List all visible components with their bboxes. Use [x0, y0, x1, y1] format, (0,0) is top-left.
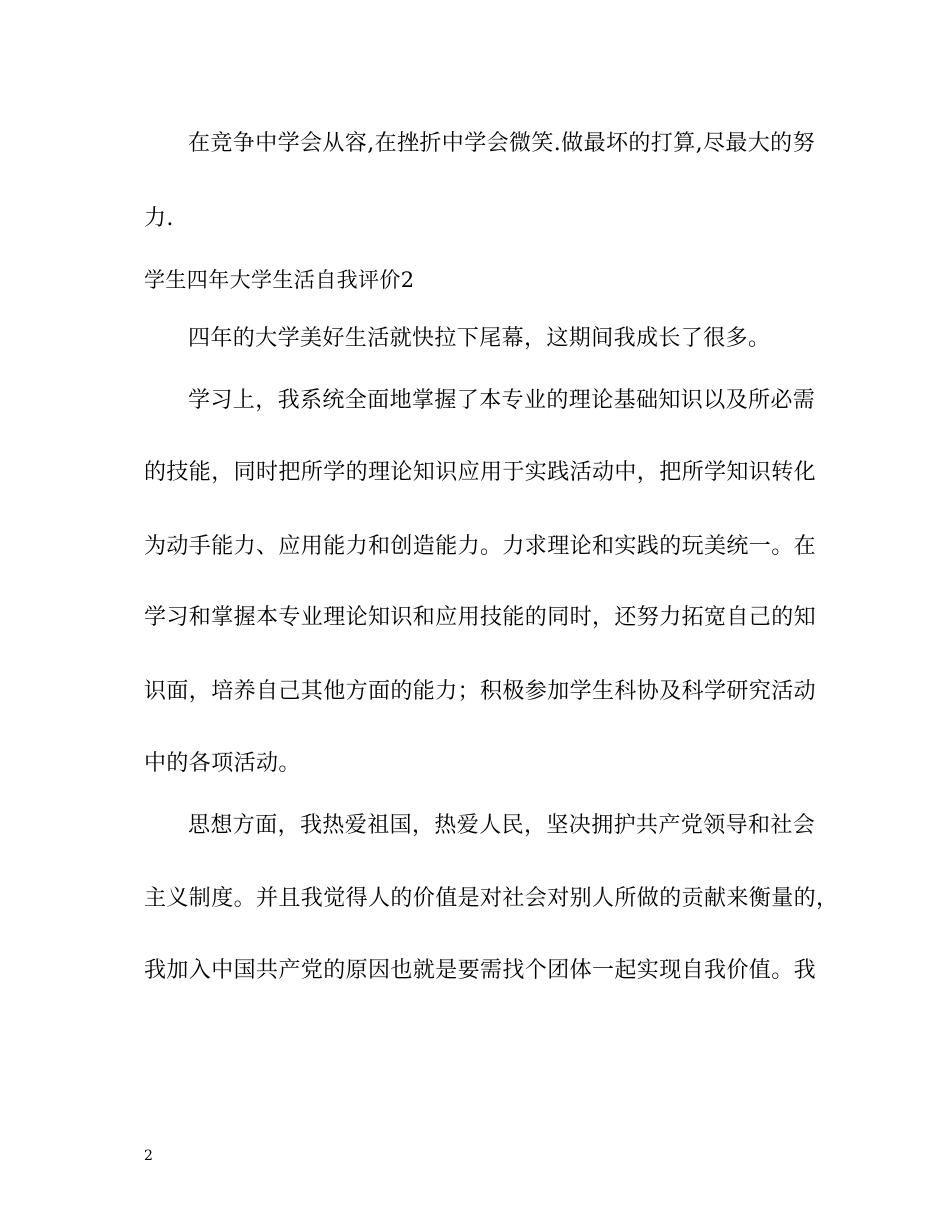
paragraph-line: 思想方面，我热爱祖国，热爱人民，坚决拥护共产党领导和社会: [188, 813, 816, 838]
paragraph-line: 学习和掌握本专业理论知识和应用技能的同时，还努力拓宽自己的知: [144, 605, 817, 630]
paragraph-line: 为动手能力、应用能力和创造能力。力求理论和实践的玩美统一。在: [144, 534, 817, 559]
paragraph-line: 学习上，我系统全面地掌握了本专业的理论基础知识以及所必需: [188, 388, 816, 413]
paragraph-line: 的技能，同时把所学的理论知识应用于实践活动中，把所学知识转化: [144, 460, 817, 485]
section-heading: 学生四年大学生活自我评价2: [144, 268, 415, 292]
paragraph-line: 在竞争中学会从容,在挫折中学会微笑.做最坏的打算,尽最大的努: [188, 131, 815, 156]
paragraph-line: 中的各项活动。: [144, 751, 301, 776]
paragraph-line: 主义制度。并且我觉得人的价值是对社会对别人所做的贡献来衡量的，: [144, 886, 839, 911]
paragraph-line: 四年的大学美好生活就快拉下尾幕，这期间我成长了很多。: [188, 326, 771, 351]
paragraph-line: 我加入中国共产党的原因也就是要需找个团体一起实现自我价值。我: [144, 958, 817, 983]
paragraph-line: 识面，培养自己其他方面的能力；积极参加学生科协及科学研究活动: [144, 679, 817, 704]
paragraph-line: 力.: [144, 206, 174, 231]
page-number: 2: [144, 1148, 153, 1164]
